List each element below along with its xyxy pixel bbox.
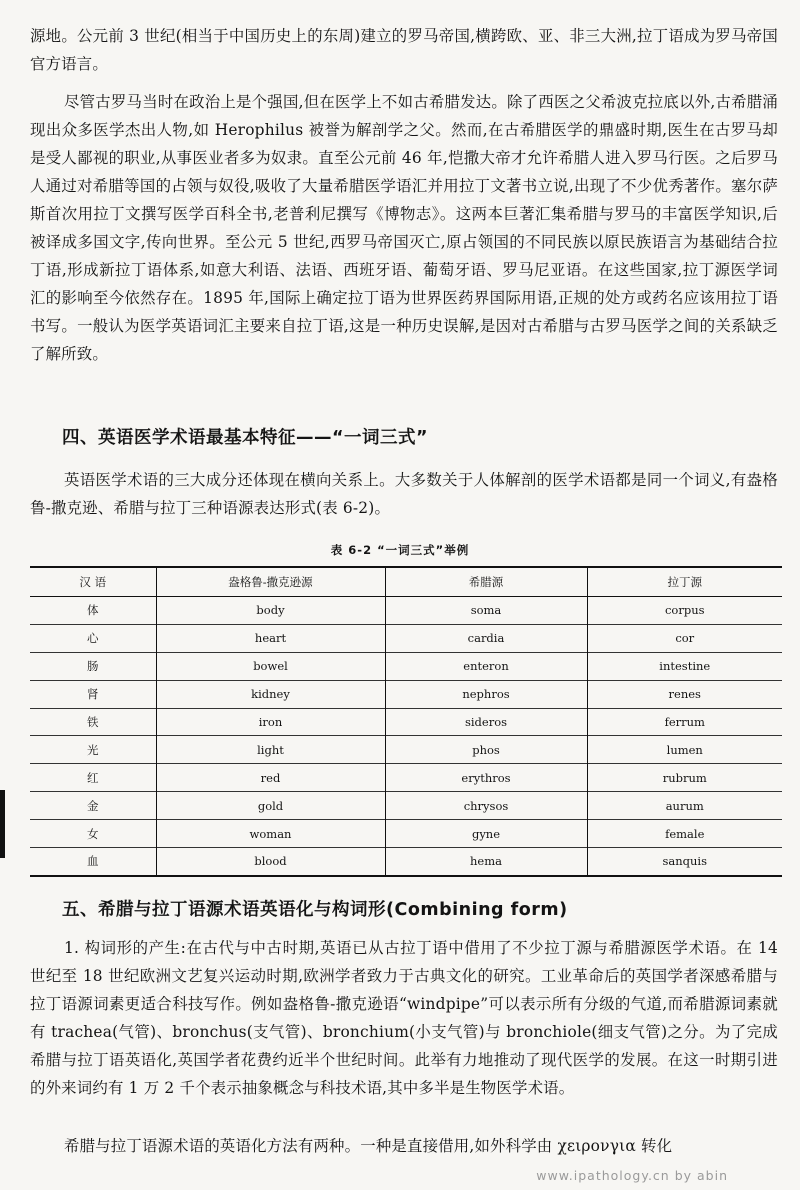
table-caption: 表 6-2 “一词三式”举例 bbox=[330, 543, 470, 557]
table-row bbox=[30, 820, 782, 848]
cell-anglo-saxon: red bbox=[156, 764, 385, 792]
table-row bbox=[30, 624, 782, 652]
cell-latin: intestine bbox=[587, 652, 782, 680]
cell-anglo-saxon: gold bbox=[156, 792, 385, 820]
table-row bbox=[30, 764, 782, 792]
cell-greek: nephros bbox=[385, 680, 587, 708]
cell-greek: enteron bbox=[385, 652, 587, 680]
paragraph-combining-form: 1. 构词形的产生:在古代与中古时期,英语已从古拉丁语中借用了不少拉丁源与希腊源医学术语。在 14 世纪至 18 世纪欧洲文艺复兴运动时期,欧洲学者致力于古典文化的研究。工业革命后的英国学者深感希腊与拉丁语源词素更适合科技写作。例如盎格鲁-撒克逊语“windpipe”可以表示所有分级的气道,而希腊源词素就有 trachea(气管)、bronchus(支气管)、bronchium(小支气管)与 bronchiole(细支气管)之分。为了完成希腊与拉丁语英语化,英国学者花费约近半个世纪时间。此举有力地推动了现代医学的发展。在这一时期引进的外来词约有 1 万 2 千个表示抽象概念与科技术语,其中多半是生物医学术语。 bbox=[30, 939, 778, 1097]
cell-latin: sanquis bbox=[587, 848, 782, 876]
section-heading-4: 四、英语医学术语最基本特征——“一词三式” bbox=[62, 428, 429, 448]
cell-chinese: 女 bbox=[30, 820, 156, 848]
table-row bbox=[30, 736, 782, 764]
cell-latin: corpus bbox=[587, 597, 782, 625]
cell-chinese: 铁 bbox=[30, 708, 156, 736]
cell-latin: cor bbox=[587, 624, 782, 652]
scan-margin-mark bbox=[0, 790, 5, 858]
cell-greek: soma bbox=[385, 597, 587, 625]
cell-greek: gyne bbox=[385, 820, 587, 848]
cell-anglo-saxon: blood bbox=[156, 848, 385, 876]
cell-anglo-saxon: body bbox=[156, 597, 385, 625]
cell-chinese: 金 bbox=[30, 792, 156, 820]
etymology-table bbox=[30, 566, 782, 877]
cell-anglo-saxon: bowel bbox=[156, 652, 385, 680]
cell-chinese: 体 bbox=[30, 597, 156, 625]
cell-anglo-saxon: heart bbox=[156, 624, 385, 652]
cell-chinese: 光 bbox=[30, 736, 156, 764]
cell-greek: chrysos bbox=[385, 792, 587, 820]
cell-greek: hema bbox=[385, 848, 587, 876]
paragraph-anglicization: 希腊与拉丁语源术语的英语化方法有两种。一种是直接借用,如外科学由 χειρονγια 转化 bbox=[64, 1137, 673, 1155]
table-row bbox=[30, 680, 782, 708]
paragraph-three-forms: 英语医学术语的三大成分还体现在横向关系上。大多数关于人体解剖的医学术语都是同一个词义,有盎格鲁-撒克逊、希腊与拉丁三种语源表达形式(表 6-2)。 bbox=[30, 471, 778, 517]
cell-chinese: 肠 bbox=[30, 652, 156, 680]
paragraph-roman-empire: 源地。公元前 3 世纪(相当于中国历史上的东周)建立的罗马帝国,横跨欧、亚、非三大洲,拉丁语成为罗马帝国官方语言。 bbox=[30, 27, 778, 73]
cell-chinese: 红 bbox=[30, 764, 156, 792]
paragraph-greek-roman-medicine: 尽管古罗马当时在政治上是个强国,但在医学上不如古希腊发达。除了西医之父希波克拉底以外,古希腊涌现出众多医学杰出人物,如 Herophilus 被誉为解剖学之父。然而,在古希腊医学的鼎盛时期,医生在古罗马却是受人鄙视的职业,从事医业者多为奴隶。直至公元前 46 年,恺撒大帝才允许希腊人进入罗马行医。之后罗马人通过对希腊等国的占领与奴役,吸收了大量希腊医学语汇并用拉丁文著书立说,出现了不少优秀著作。塞尔萨斯首次用拉丁文撰写医学百科全书,老普利尼撰写《博物志》。这两本巨著汇集希腊与罗马的丰富医学知识,后被译成多国文字,传向世界。至公元 5 世纪,西罗马帝国灭亡,原占领国的不同民族以原民族语言为基础结合拉丁语,形成新拉丁语体系,如意大利语、法语、西班牙语、葡萄牙语、罗马尼亚语。在这些国家,拉丁源医学词汇的影响至今依然存在。1895 年,国际上确定拉丁语为世界医药界国际用语,正规的处方或药名应该用拉丁语书写。一般认为医学英语词汇主要来自拉丁语,这是一种历史误解,是因对古希腊与古罗马医学之间的关系缺乏了解所致。 bbox=[30, 93, 778, 363]
cell-anglo-saxon: iron bbox=[156, 708, 385, 736]
cell-greek: sideros bbox=[385, 708, 587, 736]
header-chinese: 汉 语 bbox=[30, 567, 156, 597]
cell-chinese: 血 bbox=[30, 848, 156, 876]
watermark: www.ipathology.cn by abin bbox=[536, 1168, 728, 1183]
cell-latin: aurum bbox=[587, 792, 782, 820]
cell-anglo-saxon: woman bbox=[156, 820, 385, 848]
cell-anglo-saxon: kidney bbox=[156, 680, 385, 708]
cell-greek: erythros bbox=[385, 764, 587, 792]
cell-chinese: 肾 bbox=[30, 680, 156, 708]
cell-latin: female bbox=[587, 820, 782, 848]
table-row bbox=[30, 792, 782, 820]
cell-latin: renes bbox=[587, 680, 782, 708]
header-latin: 拉丁源 bbox=[587, 567, 782, 597]
header-anglo-saxon: 盎格鲁-撒克逊源 bbox=[156, 567, 385, 597]
cell-latin: rubrum bbox=[587, 764, 782, 792]
section-heading-5: 五、希腊与拉丁语源术语英语化与构词形(Combining form) bbox=[62, 900, 568, 920]
cell-greek: phos bbox=[385, 736, 587, 764]
header-greek: 希腊源 bbox=[385, 567, 587, 597]
table-row bbox=[30, 652, 782, 680]
table-row bbox=[30, 708, 782, 736]
cell-anglo-saxon: light bbox=[156, 736, 385, 764]
cell-chinese: 心 bbox=[30, 624, 156, 652]
table-row bbox=[30, 597, 782, 625]
table-header-row bbox=[30, 567, 782, 597]
cell-greek: cardia bbox=[385, 624, 587, 652]
cell-latin: ferrum bbox=[587, 708, 782, 736]
table-row bbox=[30, 848, 782, 876]
cell-latin: lumen bbox=[587, 736, 782, 764]
